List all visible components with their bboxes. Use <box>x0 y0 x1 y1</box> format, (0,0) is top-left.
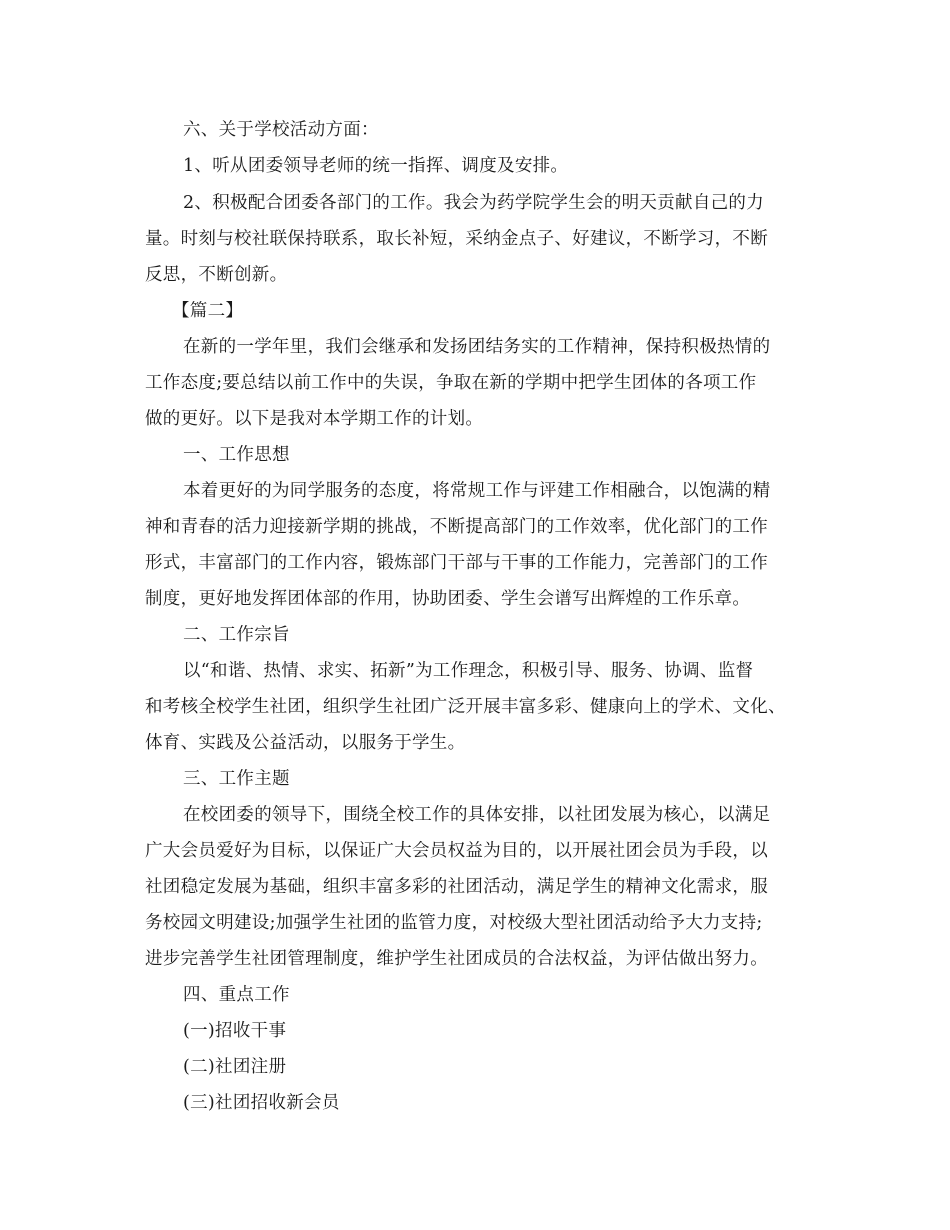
part-heading: 【篇二】 <box>172 301 244 321</box>
paragraph-line: 进步完善学生社团管理制度，维护学生社团成员的合法权益，为评估做出努力。 <box>145 949 768 969</box>
paragraph-line: 和考核全校学生社团，组织学生社团广泛开展丰富多彩、健康向上的学术、文化、 <box>145 697 786 717</box>
list-item: (三)社团招收新会员 <box>183 1093 340 1113</box>
paragraph-line: 广大会员爱好为目标，以保证广大会员权益为目的，以开展社团会员为手段，以 <box>145 841 768 861</box>
paragraph-line: 在新的一学年里，我们会继承和发扬团结务实的工作精神，保持积极热情的 <box>183 337 771 357</box>
paragraph-line: 在校团委的领导下，围绕全校工作的具体安排，以社团发展为核心，以满足 <box>183 805 771 825</box>
section-heading: 三、工作主题 <box>183 769 290 789</box>
paragraph-line: 本着更好的为同学服务的态度，将常规工作与评建工作相融合，以饱满的精 <box>183 481 771 501</box>
paragraph-line: 务校园文明建设;加强学生社团的监管力度，对校级大型社团活动给予大力支持; <box>145 913 763 933</box>
section-heading: 一、工作思想 <box>183 445 290 465</box>
paragraph-line: 工作态度;要总结以前工作中的失误，争取在新的学期中把学生团体的各项工作 <box>145 373 757 393</box>
paragraph-line: 社团稳定发展为基础，组织丰富多彩的社团活动，满足学生的精神文化需求，服 <box>145 877 768 897</box>
section-heading: 二、工作宗旨 <box>183 625 290 645</box>
paragraph-line: 体育、实践及公益活动，以服务于学生。 <box>145 733 466 753</box>
list-item: (一)招收干事 <box>183 1021 287 1041</box>
list-item: 1、听从团委领导老师的统一指挥、调度及安排。 <box>183 156 569 176</box>
paragraph-line: 量。时刻与校社联保持联系，取长补短，采纳金点子、好建议，不断学习，不断 <box>145 229 768 249</box>
paragraph-line: 以“和谐、热情、求实、拓新”为工作理念，积极引导、服务、协调、监督 <box>183 661 754 681</box>
paragraph-line: 神和青春的活力迎接新学期的挑战，不断提高部门的工作效率，优化部门的工作 <box>145 517 768 537</box>
paragraph-line: 反思，不断创新。 <box>145 265 288 285</box>
paragraph-line: 做的更好。以下是我对本学期工作的计划。 <box>145 409 484 429</box>
paragraph-line: 制度，更好地发挥团体部的作用，协助团委、学生会谱写出辉煌的工作乐章。 <box>145 589 751 609</box>
list-item: (二)社团注册 <box>183 1057 287 1077</box>
section-heading: 六、关于学校活动方面： <box>183 120 379 140</box>
paragraph-line: 2、积极配合团委各部门的工作。我会为药学院学生会的明天贡献自己的力 <box>183 193 765 213</box>
paragraph-line: 形式，丰富部门的工作内容，锻炼部门干部与干事的工作能力，完善部门的工作 <box>145 553 768 573</box>
section-heading: 四、重点工作 <box>183 985 290 1005</box>
